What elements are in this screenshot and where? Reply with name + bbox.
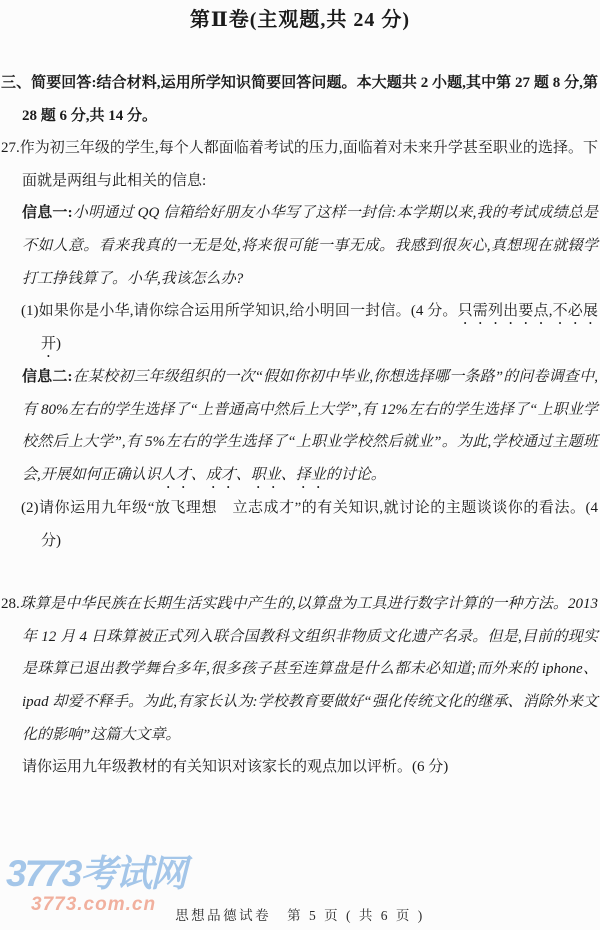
q27-info2 [1, 361, 598, 492]
q27-info2-label: 信息二: [22, 369, 73, 386]
q28-body-text: 珠算是中华民族在长期生活实践中产生的,以算盘为工具进行数字计算的一种方法。2013 年 12 月 4 日珠算被正式列入联合国教科文组织非物质文化遗产名录。但是,目前的现实是珠算已退出教学舞台多年,很多孩子甚至连算盘是什么都未必知道;而外来的 iphone、ipad 却爱不释手。为此,有家长认为:学校教育要做好“强化传统文化的继承、消除外来文化的影响”这篇大文章。 [19, 596, 598, 743]
q27-part1-pre: (1)如果你是小华,请你综合运用所学知识,给小明回一封信。(4 分。 [21, 303, 458, 320]
q28-number: 28. [1, 596, 20, 613]
question-28 [1, 588, 598, 784]
page-title: 第Ⅱ卷(主观题,共 24 分) [189, 9, 411, 31]
page-footer: 思想品德试卷 第 5 页 ( 共 6 页 ) [175, 908, 425, 923]
watermark-brand-logo: 3773考试网 [6, 853, 186, 894]
q27-intro-text: 作为初三年级的学生,每个人都面临着考试的压力,面临着对未来升学甚至职业的选择。下面就是两组与此相关的信息: [19, 140, 598, 189]
q27-info2-emphasized: 人才、成才、职业、择业 [160, 466, 326, 483]
q27-info2-text: 在某校初三年级组织的一次“假如你初中毕业,你想选择哪一条路”的问卷调查中,有 80%左右的学生选择了“上普通高中然后上大学”,有 12%左右的学生选择了“上职业学校然后上大学”,有 5%左右的学生选择了“上职业学校然后就业”。为此,学校通过主题班会,开展如何正确认识 [22, 369, 598, 483]
q27-number: 27. [1, 140, 20, 157]
question-27 [1, 132, 598, 557]
section-heading: 三、简要回答:结合材料,运用所学知识简要回答问题。本大题共 2 小题,其中第 27 题 8 分,第 28 题 6 分,共 14 分。 [1, 75, 598, 124]
q27-part2: (2)请你运用九年级“放飞理想 立志成才”的有关知识,就讨论的主题谈谈你的看法。(4 分) [21, 499, 598, 549]
q27-part1-post: ) [56, 336, 62, 353]
q27-part1-emphasized: 只需列出要点,不必展开 [41, 303, 598, 353]
q27-info2-post: 的讨论。 [325, 466, 386, 483]
q27-info1-text: 小明通过 QQ 信箱给好朋友小华写了这样一封信:本学期以来,我的考试成绩总是不如人意。看来我真的一无是处,将来很可能一事无成。我感到很灰心,真想现在就辍学打工挣钱算了。小华,我该怎么办? [22, 205, 598, 287]
q27-info1 [1, 197, 598, 295]
q27-intro [1, 132, 598, 197]
q27-part1 [1, 295, 598, 361]
q27-info1-label: 信息一: [22, 205, 73, 222]
q28-body [1, 588, 598, 751]
q28-task: 请你运用九年级教材的有关知识对该家长的观点加以评析。(6 分) [22, 759, 449, 776]
watermark-domain-text: 3773.com.cn [31, 894, 157, 915]
exam-body [0, 67, 600, 784]
